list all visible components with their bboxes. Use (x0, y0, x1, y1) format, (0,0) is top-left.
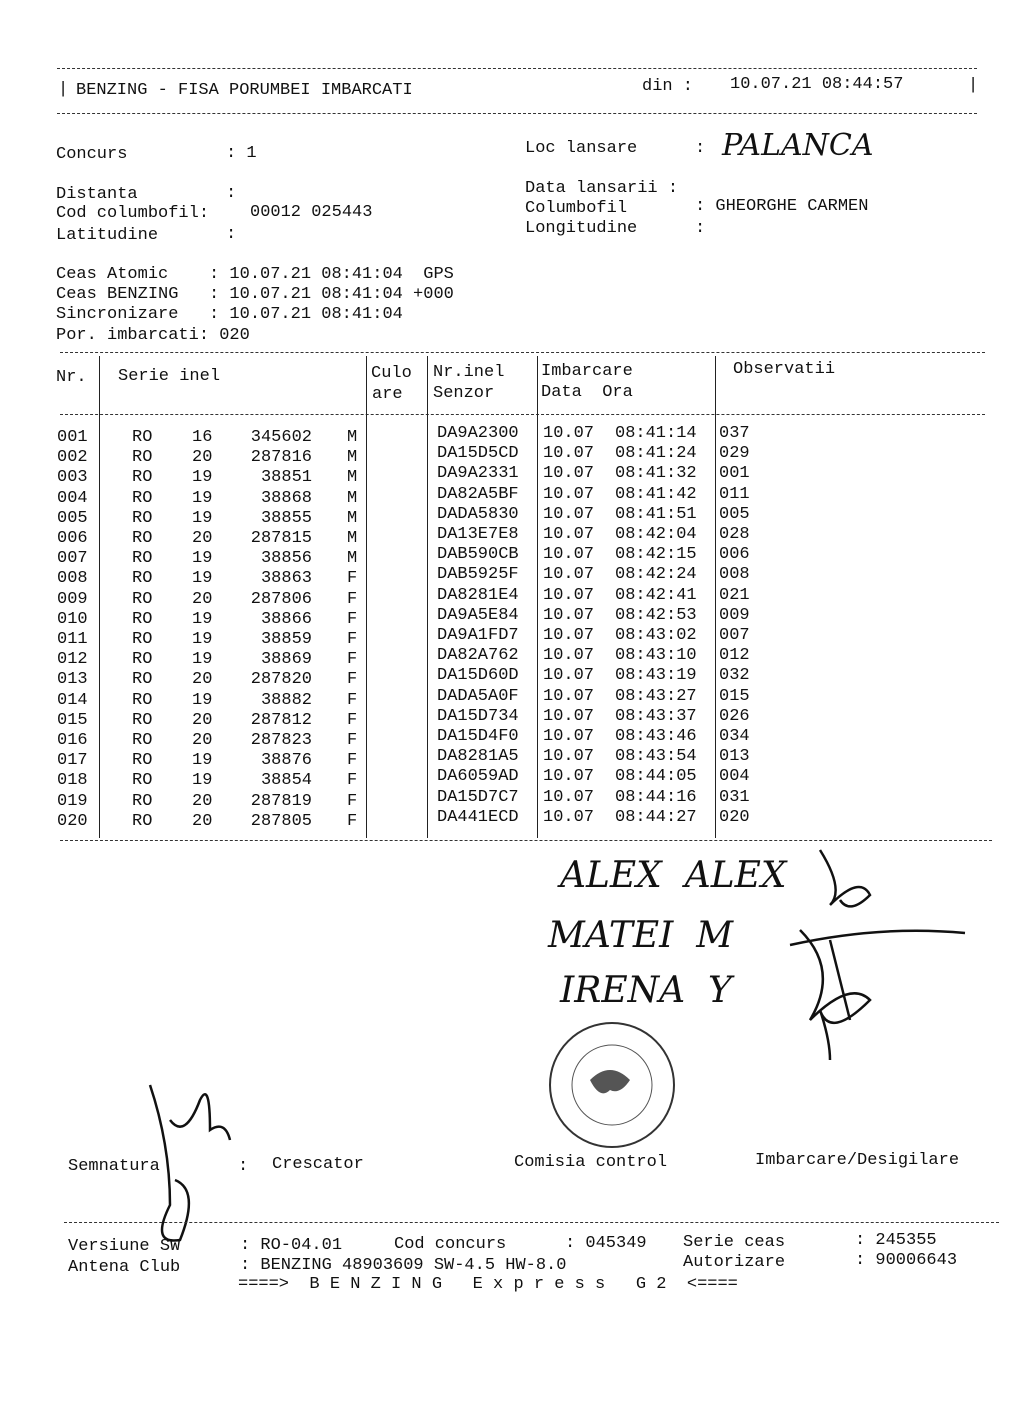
cell-ring: 38855 (260, 508, 312, 528)
cell-sex: F (347, 690, 358, 710)
cell-date: 10.07 (543, 424, 595, 443)
cell-ring: 287816 (250, 448, 312, 468)
versiune-sw-value: : RO-04.01 (240, 1236, 343, 1255)
header-culoare-1: Culo (371, 364, 412, 383)
cell-country: RO (132, 448, 153, 468)
cell-year: 19 (192, 630, 213, 649)
ceas-atomic: Ceas Atomic : 10.07.21 08:41:04 GPS (56, 265, 454, 284)
cell-year: 19 (192, 751, 213, 771)
loc-lansare-label: Loc lansare (525, 139, 638, 158)
cell-ring: 287805 (250, 811, 312, 831)
cell-country: RO (132, 508, 153, 528)
cell-sex: F (347, 731, 358, 750)
cell-sex: F (347, 791, 358, 811)
header-imbarcare: Imbarcare (541, 362, 633, 381)
cell-date: 10.07 (543, 767, 595, 787)
cell-country: RO (132, 690, 153, 710)
cell-time: 08:42:15 (615, 545, 697, 565)
cell-nr: 005 (57, 508, 88, 528)
imbarcare-desigilare-label: Imbarcare/Desigilare (755, 1151, 960, 1170)
stamp (550, 1023, 674, 1147)
cell-date: 10.07 (543, 565, 595, 585)
cell-year: 20 (192, 448, 213, 468)
cell-sensor: DA15D7C7 (437, 787, 519, 807)
cell-sensor: DA9A2300 (437, 424, 519, 443)
cell-nr: 010 (57, 609, 88, 629)
cell-country: RO (132, 488, 153, 508)
cell-date: 10.07 (543, 747, 595, 767)
signature-mark (820, 850, 870, 906)
cell-observatii: 001 (719, 464, 750, 484)
cell-sex: F (347, 811, 358, 831)
cell-year: 16 (192, 428, 213, 447)
cell-nr: 001 (57, 428, 88, 447)
cell-nr: 020 (57, 811, 88, 831)
header-right-bar: | (968, 76, 979, 95)
cell-observatii: 015 (719, 686, 750, 706)
porumbei-imbarcati: Por. imbarcati: 020 (56, 326, 250, 345)
cell-year: 19 (192, 549, 213, 569)
signature-mark (790, 930, 965, 1060)
cell-time: 08:42:41 (615, 585, 697, 605)
cell-sensor: DA15D734 (437, 706, 519, 726)
header-observatii: Observatii (733, 360, 836, 379)
cell-date: 10.07 (543, 545, 595, 565)
cell-country: RO (132, 468, 153, 488)
cell-year: 20 (192, 731, 213, 750)
cell-sensor: DA9A1FD7 (437, 626, 519, 645)
footer-rule (64, 1222, 999, 1223)
cell-sex: F (347, 569, 358, 589)
cell-nr: 018 (57, 771, 88, 791)
cell-date: 10.07 (543, 464, 595, 484)
crescator-label: Crescator (272, 1155, 364, 1174)
cell-nr: 017 (57, 751, 88, 771)
cell-sex: M (347, 488, 358, 508)
cell-ring: 38854 (260, 771, 312, 791)
header-senzor: Senzor (433, 384, 495, 403)
cod-columbofil-value: 00012 025443 (250, 203, 373, 222)
cell-time: 08:43:02 (615, 626, 697, 645)
cell-time: 08:43:37 (615, 706, 697, 726)
signature-line-2: MATEI M (548, 915, 734, 956)
distanta-label: Distanta (56, 185, 138, 204)
cell-sex: F (347, 710, 358, 730)
cell-observatii: 037 (719, 424, 750, 443)
cell-year: 20 (192, 710, 213, 730)
cell-sex: F (347, 751, 358, 771)
cell-date: 10.07 (543, 585, 595, 605)
cell-sex: M (347, 549, 358, 569)
cell-sensor: DADA5A0F (437, 686, 519, 706)
cell-sex: F (347, 670, 358, 690)
cell-date: 10.07 (543, 484, 595, 504)
cell-nr: 019 (57, 791, 88, 811)
columbofil-value: : GHEORGHE CARMEN (695, 197, 869, 216)
serie-ceas-value: : 245355 (855, 1231, 937, 1250)
cell-country: RO (132, 751, 153, 771)
cell-date: 10.07 (543, 686, 595, 706)
cell-sensor: DA13E7E8 (437, 525, 519, 544)
distanta-colon: : (226, 184, 237, 203)
cell-sensor: DA15D60D (437, 666, 519, 686)
cell-year: 19 (192, 569, 213, 589)
cell-country: RO (132, 569, 153, 589)
cell-year: 20 (192, 670, 213, 690)
semnatura-colon: : (238, 1157, 249, 1176)
signature-line-3: IRENA Y (560, 970, 732, 1011)
cell-ring: 38882 (260, 690, 312, 710)
cell-sensor: DA8281A5 (437, 747, 519, 767)
cell-sensor: DA6059AD (437, 767, 519, 787)
cell-sex: M (347, 448, 358, 468)
cell-country: RO (132, 811, 153, 831)
cell-year: 19 (192, 468, 213, 488)
cell-nr: 012 (57, 650, 88, 670)
cell-sex: F (347, 630, 358, 649)
cell-ring: 38859 (260, 630, 312, 649)
cell-nr: 004 (57, 488, 88, 508)
versiune-sw-label: Versiune SW (68, 1237, 181, 1256)
header-serie-inel: Serie inel (118, 367, 221, 386)
cell-country: RO (132, 710, 153, 730)
cell-country: RO (132, 771, 153, 791)
concurs-label: Concurs (56, 145, 128, 164)
cod-columbofil-label: Cod columbofil: (56, 204, 210, 223)
cell-country: RO (132, 609, 153, 629)
cell-ring: 287812 (250, 710, 312, 730)
columbofil-label: Columbofil (525, 199, 628, 218)
signature-mark (150, 1085, 230, 1241)
cell-date: 10.07 (543, 666, 595, 686)
cell-ring: 38876 (260, 751, 312, 771)
cell-year: 19 (192, 690, 213, 710)
autorizare-value: : 90006643 (855, 1251, 958, 1270)
cell-nr: 014 (57, 690, 88, 710)
cell-country: RO (132, 650, 153, 670)
cell-year: 20 (192, 791, 213, 811)
dove-icon (590, 1070, 630, 1093)
cell-nr: 008 (57, 569, 88, 589)
cell-ring: 38868 (260, 488, 312, 508)
cell-time: 08:43:46 (615, 727, 697, 746)
cell-ring: 287806 (250, 589, 312, 609)
cell-year: 19 (192, 508, 213, 528)
cell-nr: 002 (57, 448, 88, 468)
loc-lansare-colon: : (695, 139, 706, 158)
cell-date: 10.07 (543, 504, 595, 524)
cell-observatii: 020 (719, 807, 750, 827)
loc-lansare-handwritten: PALANCA (722, 128, 874, 163)
cell-nr: 016 (57, 731, 88, 750)
cell-observatii: 012 (719, 646, 750, 666)
cell-sex: F (347, 589, 358, 609)
cell-observatii: 004 (719, 767, 750, 787)
cell-time: 08:43:19 (615, 666, 697, 686)
cell-time: 08:41:14 (615, 424, 697, 443)
cell-year: 19 (192, 771, 213, 791)
cell-nr: 009 (57, 589, 88, 609)
cell-date: 10.07 (543, 706, 595, 726)
cell-observatii: 028 (719, 525, 750, 544)
cell-observatii: 005 (719, 504, 750, 524)
sincronizare: Sincronizare : 10.07.21 08:41:04 (56, 305, 403, 324)
header-data-ora: Data Ora (541, 383, 633, 402)
semnatura-label: Semnatura (68, 1157, 160, 1176)
cell-date: 10.07 (543, 626, 595, 645)
cell-ring: 38856 (260, 549, 312, 569)
cell-year: 20 (192, 589, 213, 609)
cell-time: 08:43:27 (615, 686, 697, 706)
page-title: BENZING - FISA PORUMBEI IMBARCATI (76, 81, 413, 100)
cell-sensor: DA441ECD (437, 807, 519, 827)
cell-nr: 007 (57, 549, 88, 569)
cell-country: RO (132, 428, 153, 447)
cell-observatii: 011 (719, 484, 750, 504)
cell-observatii: 009 (719, 605, 750, 625)
cell-year: 20 (192, 529, 213, 548)
cell-sensor: DADA5830 (437, 504, 519, 524)
cell-observatii: 029 (719, 444, 750, 464)
cell-sex: F (347, 650, 358, 670)
ceas-benzing: Ceas BENZING : 10.07.21 08:41:04 +000 (56, 285, 454, 304)
cell-nr: 003 (57, 468, 88, 488)
cell-sex: M (347, 468, 358, 488)
cell-year: 19 (192, 488, 213, 508)
cell-date: 10.07 (543, 727, 595, 746)
din-label: din : (642, 77, 694, 96)
header-nr-inel: Nr.inel (433, 363, 505, 382)
cell-date: 10.07 (543, 807, 595, 827)
cell-observatii: 006 (719, 545, 750, 565)
cell-observatii: 008 (719, 565, 750, 585)
cell-time: 08:41:42 (615, 484, 697, 504)
din-value: 10.07.21 08:44:57 (730, 75, 904, 94)
latitudine-colon: : (226, 225, 237, 244)
cell-observatii: 032 (719, 666, 750, 686)
cell-nr: 015 (57, 710, 88, 730)
antena-club-value: : BENZING 48903609 SW-4.5 HW-8.0 (240, 1256, 567, 1275)
cell-time: 08:41:51 (615, 504, 697, 524)
benzing-banner: ====> B E N Z I N G E x p r e s s G 2 <==== (238, 1275, 738, 1294)
cell-sex: M (347, 529, 358, 548)
cell-ring: 38863 (260, 569, 312, 589)
cell-sensor: DA15D4F0 (437, 727, 519, 746)
cell-ring: 38851 (260, 468, 312, 488)
cell-date: 10.07 (543, 444, 595, 464)
cell-time: 08:42:04 (615, 525, 697, 544)
serie-ceas-label: Serie ceas (683, 1233, 786, 1252)
longitudine-colon: : (695, 219, 706, 238)
signature-line-1: ALEX ALEX (560, 855, 787, 896)
cell-year: 20 (192, 811, 213, 831)
cell-country: RO (132, 791, 153, 811)
cell-year: 19 (192, 609, 213, 629)
antena-club-label: Antena Club (68, 1258, 181, 1277)
cod-concurs-label: Cod concurs (394, 1235, 507, 1254)
longitudine-label: Longitudine (525, 219, 638, 238)
header-culoare-2: are (372, 385, 403, 404)
cell-sensor: DAB5925F (437, 565, 519, 585)
cell-time: 08:42:53 (615, 605, 697, 625)
data-lansarii-label: Data lansarii : (525, 179, 679, 198)
cell-country: RO (132, 549, 153, 569)
cell-nr: 013 (57, 670, 88, 690)
cell-date: 10.07 (543, 787, 595, 807)
cell-observatii: 007 (719, 626, 750, 645)
cell-country: RO (132, 731, 153, 750)
comisia-control-label: Comisia control (514, 1153, 668, 1172)
cell-time: 08:43:54 (615, 747, 697, 767)
cell-observatii: 031 (719, 787, 750, 807)
cell-sex: M (347, 508, 358, 528)
cell-sensor: DA82A762 (437, 646, 519, 666)
cell-observatii: 034 (719, 727, 750, 746)
cell-ring: 287815 (250, 529, 312, 548)
cell-sensor: DA15D5CD (437, 444, 519, 464)
concurs-value: : 1 (226, 144, 257, 163)
cell-time: 08:44:16 (615, 787, 697, 807)
header-nr: Nr. (56, 368, 87, 387)
cell-country: RO (132, 670, 153, 690)
cell-observatii: 021 (719, 585, 750, 605)
cell-ring: 287823 (250, 731, 312, 750)
cell-date: 10.07 (543, 525, 595, 544)
cell-nr: 006 (57, 529, 88, 548)
cell-time: 08:41:24 (615, 444, 697, 464)
cell-ring: 287819 (250, 791, 312, 811)
cell-year: 19 (192, 650, 213, 670)
cell-ring: 38866 (260, 609, 312, 629)
cell-date: 10.07 (543, 605, 595, 625)
cell-country: RO (132, 589, 153, 609)
cell-time: 08:41:32 (615, 464, 697, 484)
cod-concurs-value: : 045349 (565, 1234, 647, 1253)
cell-sensor: DAB590CB (437, 545, 519, 565)
cell-country: RO (132, 529, 153, 548)
cell-sex: M (347, 428, 358, 447)
cell-sex: F (347, 609, 358, 629)
cell-sensor: DA9A2331 (437, 464, 519, 484)
cell-sensor: DA9A5E84 (437, 605, 519, 625)
autorizare-label: Autorizare (683, 1253, 786, 1272)
cell-time: 08:42:24 (615, 565, 697, 585)
cell-ring: 287820 (250, 670, 312, 690)
cell-time: 08:44:27 (615, 807, 697, 827)
cell-ring: 38869 (260, 650, 312, 670)
latitudine-label: Latitudine (56, 226, 159, 245)
cell-sex: F (347, 771, 358, 791)
cell-sensor: DA82A5BF (437, 484, 519, 504)
header-left-bar: | (58, 80, 69, 99)
cell-time: 08:43:10 (615, 646, 697, 666)
cell-observatii: 026 (719, 706, 750, 726)
cell-observatii: 013 (719, 747, 750, 767)
cell-date: 10.07 (543, 646, 595, 666)
cell-country: RO (132, 630, 153, 649)
cell-sensor: DA8281E4 (437, 585, 519, 605)
cell-time: 08:44:05 (615, 767, 697, 787)
cell-nr: 011 (57, 630, 88, 649)
cell-ring: 345602 (250, 428, 312, 447)
